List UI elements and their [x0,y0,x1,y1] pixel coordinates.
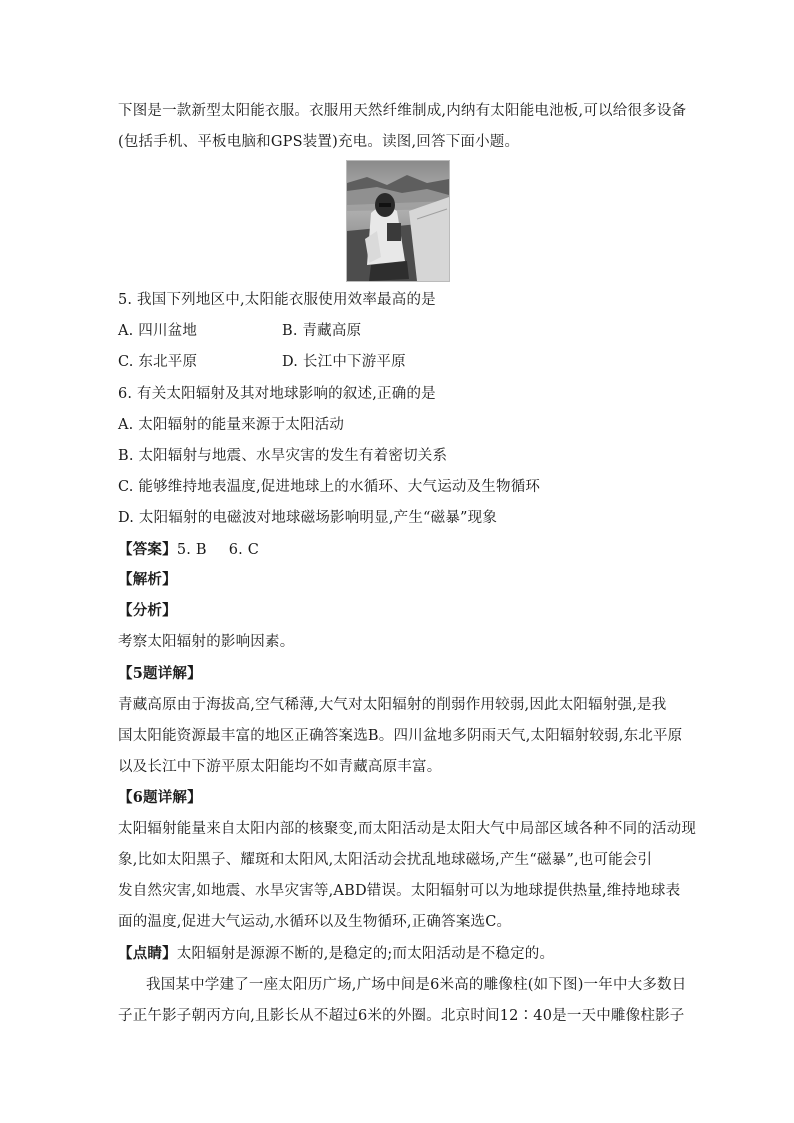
q5-option-b: B. 青藏高原 [282,323,362,339]
q6-option-c: C. 能够维持地表温度,促进地球上的水循环、大气运动及生物循环 [118,479,541,495]
answer-line [118,540,678,560]
dianjing-line [118,944,678,964]
dianjing-text: 太阳辐射是源源不断的,是稳定的;而太阳活动是不稳定的。 [176,946,555,962]
q6-stem: 6. 有关太阳辐射及其对地球影响的叙述,正确的是 [118,386,436,402]
intro-line-2: (包括手机、平板电脑和GPS装置)充电。读图,回答下面小题。 [118,134,520,150]
intro-line-1: 下图是一款新型太阳能衣服。衣服用天然纤维制成,内纳有太阳能电池板,可以给很多设备 [118,103,687,119]
q5-option-d: D. 长江中下游平原 [282,354,406,370]
detail6-line-2: 象,比如太阳黑子、耀斑和太阳风,太阳活动会扰乱地球磁场,产生“磁暴”,也可能会引 [118,852,653,868]
detail6-heading: 【6题详解】 [118,789,202,806]
fenxi-heading: 【分析】 [118,602,177,619]
q6-option-b: B. 太阳辐射与地震、水旱灾害的发生有着密切关系 [118,448,448,464]
detail5-line-1: 青藏高原由于海拔高,空气稀薄,大气对太阳辐射的削弱作用较弱,因此太阳辐射强,是我 [118,697,667,713]
q5-option-a: A. 四川盆地 [118,323,198,339]
q6-option-a: A. 太阳辐射的能量来源于太阳活动 [118,417,345,433]
detail6-line-4: 面的温度,促进大气运动,水循环以及生物循环,正确答案选C。 [118,914,512,930]
next-question-line-2: 子正午影子朝丙方向,且影长从不超过6米的外圈。北京时间12∶40是一天中雕像柱影子 [118,1008,685,1024]
q6-option-d: D. 太阳辐射的电磁波对地球磁场影响明显,产生“磁暴”现象 [118,510,498,526]
next-question-line-1: 我国某中学建了一座太阳历广场,广场中间是6米高的雕像柱(如下图)一年中大多数日 [146,977,687,993]
answer-6: 6. C [228,542,260,558]
answer-5: 5. B [176,542,207,558]
fenxi-text: 考察太阳辐射的影响因素。 [118,634,295,650]
dianjing-heading: 【点睛】 [118,945,177,962]
detail5-heading: 【5题详解】 [118,665,202,682]
solar-clothing-photo [346,160,450,282]
q5-option-c: C. 东北平原 [118,354,198,370]
detail5-line-3: 以及长江中下游平原太阳能均不如青藏高原丰富。 [118,759,442,775]
solar-clothing-illustration [347,161,449,281]
q5-stem: 5. 我国下列地区中,太阳能衣服使用效率最高的是 [118,292,436,308]
detail6-line-1: 太阳辐射能量来自太阳内部的核聚变,而太阳活动是太阳大气中局部区域各种不同的活动现 [118,821,697,837]
detail6-line-3: 发自然灾害,如地震、水旱灾害等,ABD错误。太阳辐射可以为地球提供热量,维持地球表 [118,883,681,899]
answer-label: 【答案】 [118,541,177,558]
detail5-line-2: 国太阳能资源最丰富的地区正确答案选B。四川盆地多阴雨天气,太阳辐射较弱,东北平原 [118,728,683,744]
analysis-heading: 【解析】 [118,571,177,588]
